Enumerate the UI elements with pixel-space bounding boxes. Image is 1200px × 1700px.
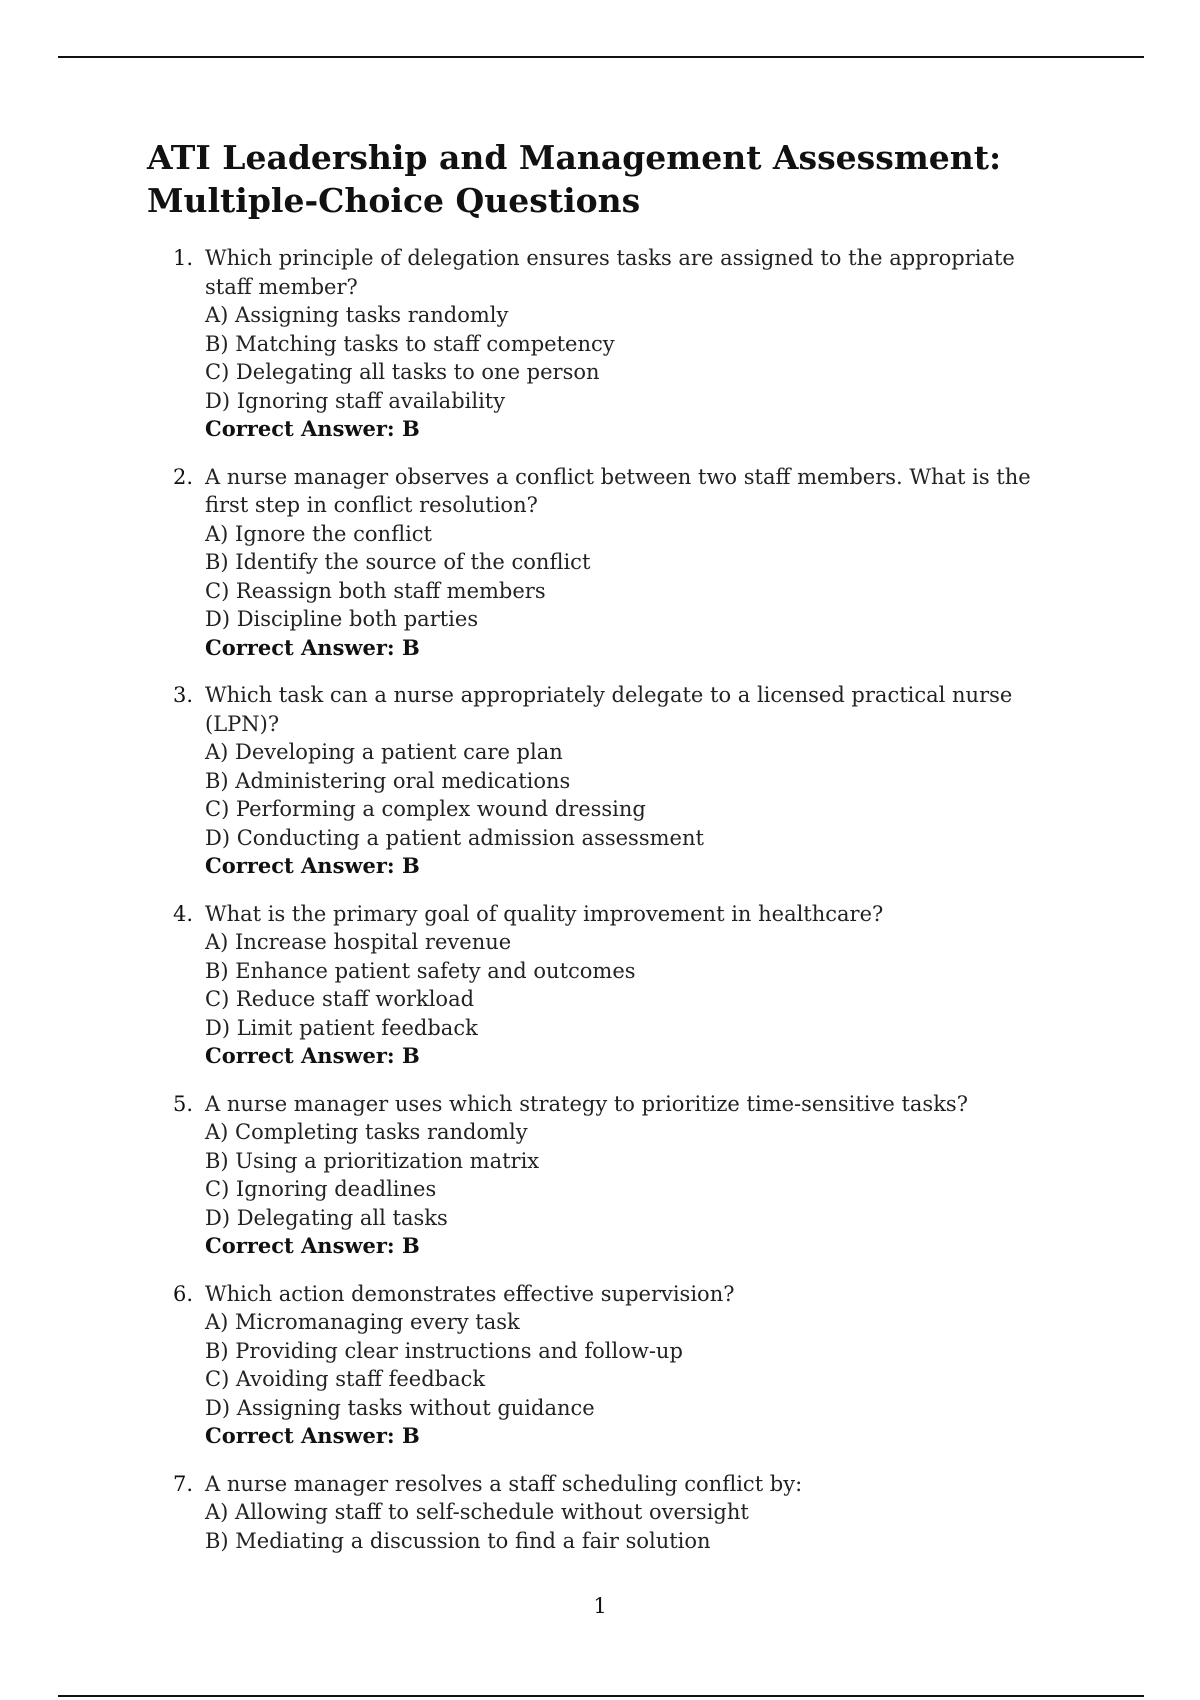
question-number: 7. — [173, 1471, 194, 1496]
question-item — [147, 1090, 1067, 1261]
option-a: A) Micromanaging every task — [205, 1310, 520, 1334]
document-title: ATI Leadership and Management Assessment: Multiple-Choice Questions — [147, 138, 1002, 220]
correct-answer: Correct Answer: B — [205, 1233, 420, 1258]
question-text: Which action demonstrates effective supervision? — [205, 1281, 735, 1306]
option-d: D) Discipline both parties — [205, 607, 479, 631]
question-number: 3. — [173, 683, 194, 707]
question-number: 5. — [173, 1091, 194, 1116]
option-b: B) Matching tasks to staff competency — [205, 331, 615, 356]
question-number: 6. — [173, 1281, 194, 1306]
top-rule — [58, 56, 1144, 58]
question-number: 4. — [173, 901, 194, 926]
option-a: A) Assigning tasks randomly — [205, 303, 509, 327]
page-number: 1 — [593, 1594, 607, 1618]
option-d: D) Ignoring staff availability — [205, 388, 506, 413]
question-number: 2. — [173, 464, 194, 489]
option-c: C) Ignoring deadlines — [205, 1177, 437, 1201]
option-b: B) Administering oral medications — [205, 768, 571, 793]
correct-answer: Correct Answer: B — [205, 1043, 420, 1068]
question-list — [147, 244, 1067, 1574]
question-item — [147, 244, 1067, 444]
option-b: B) Identify the source of the conflict — [205, 550, 591, 574]
correct-answer: Correct Answer: B — [205, 853, 420, 878]
option-a: A) Increase hospital revenue — [205, 930, 512, 954]
option-c: C) Avoiding staff feedback — [205, 1367, 486, 1391]
option-d: D) Delegating all tasks — [205, 1205, 448, 1230]
option-a: A) Completing tasks randomly — [205, 1120, 528, 1144]
option-a: A) Developing a patient care plan — [205, 740, 563, 764]
option-b: B) Providing clear instructions and follow-up — [205, 1338, 683, 1363]
correct-answer: Correct Answer: B — [205, 1423, 420, 1448]
question-item — [147, 1280, 1067, 1451]
option-d: D) Conducting a patient admission assessment — [205, 825, 704, 850]
option-c: C) Reassign both staff members — [205, 578, 546, 603]
question-text: A nurse manager resolves a staff scheduling conflict by: — [205, 1471, 803, 1496]
question-text: Which principle of delegation ensures tasks are assigned to the appropriate staff member? — [205, 246, 1015, 299]
option-d: D) Assigning tasks without guidance — [205, 1395, 595, 1420]
question-item — [147, 463, 1067, 663]
option-b: B) Using a prioritization matrix — [205, 1148, 540, 1173]
correct-answer: Correct Answer: B — [205, 416, 420, 441]
question-text: A nurse manager observes a conflict between two staff members. What is the first step in conflict resolution? — [205, 464, 1031, 517]
option-d: D) Limit patient feedback — [205, 1015, 478, 1040]
option-c: C) Reduce staff workload — [205, 987, 475, 1011]
option-c: C) Performing a complex wound dressing — [205, 797, 646, 821]
option-a: A) Allowing staff to self-schedule without oversight — [205, 1500, 749, 1524]
question-text: Which task can a nurse appropriately delegate to a licensed practical nurse (LPN)? — [205, 683, 1013, 736]
option-b: B) Enhance patient safety and outcomes — [205, 958, 636, 983]
question-text: What is the primary goal of quality improvement in healthcare? — [205, 901, 884, 926]
question-text: A nurse manager uses which strategy to prioritize time-sensitive tasks? — [205, 1091, 968, 1116]
correct-answer: Correct Answer: B — [205, 634, 420, 660]
option-b: B) Mediating a discussion to find a fair solution — [205, 1528, 711, 1553]
question-number: 1. — [173, 246, 194, 270]
bottom-rule — [58, 1695, 1144, 1697]
option-a: A) Ignore the conflict — [205, 521, 433, 546]
question-item — [147, 681, 1067, 881]
option-c: C) Delegating all tasks to one person — [205, 360, 600, 384]
question-item — [147, 1470, 1067, 1556]
question-item — [147, 900, 1067, 1071]
